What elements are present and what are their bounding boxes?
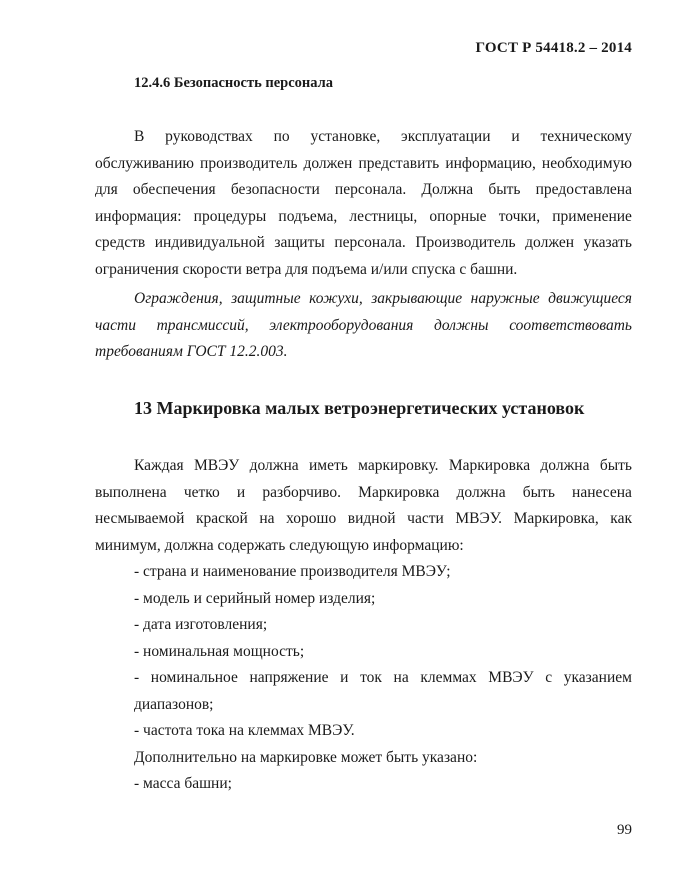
word: точки, bbox=[498, 207, 541, 225]
word: Производитель bbox=[415, 234, 516, 251]
word: персонала. bbox=[334, 181, 407, 198]
word: средств bbox=[95, 234, 146, 251]
word: как bbox=[610, 510, 632, 527]
word: должна bbox=[456, 483, 506, 501]
list-item: - дата изготовления; bbox=[134, 616, 268, 633]
word: персонала. bbox=[334, 234, 406, 251]
document-header: ГОСТ Р 54418.2 – 2014 bbox=[475, 40, 632, 56]
text-line bbox=[95, 204, 632, 231]
word: электрооборудования bbox=[269, 316, 414, 334]
text-line: требованиям ГОСТ 12.2.003. bbox=[95, 343, 288, 360]
word: необходимую bbox=[541, 154, 632, 172]
word: представить bbox=[358, 154, 440, 172]
word: и bbox=[340, 669, 349, 686]
word: несмываемой bbox=[95, 510, 185, 527]
word: быть bbox=[599, 457, 632, 474]
word: для bbox=[95, 181, 118, 198]
word: процедуры bbox=[193, 207, 267, 225]
word: Каждая bbox=[134, 457, 184, 474]
word: и bbox=[511, 128, 520, 145]
word: Должна bbox=[421, 181, 474, 198]
word: хорошо bbox=[286, 510, 337, 527]
word: МВЭУ bbox=[193, 457, 240, 474]
word: обеспечения bbox=[132, 181, 216, 198]
word: обслуживанию bbox=[95, 154, 194, 172]
word: защиты bbox=[274, 234, 325, 251]
word: установке, bbox=[310, 128, 381, 145]
text-line: ограничения скорости ветра для подъема и/или спуска с башни. bbox=[95, 260, 518, 278]
word: Маркировка bbox=[358, 483, 440, 501]
marking-info-list bbox=[134, 559, 632, 798]
word: кожухи, bbox=[309, 290, 363, 307]
word: техническому bbox=[540, 128, 632, 145]
text-line bbox=[95, 177, 632, 204]
text-line bbox=[95, 230, 632, 257]
list-item: - номинальная мощность; bbox=[134, 642, 305, 660]
word: МВЭУ. bbox=[455, 510, 503, 527]
word: части bbox=[95, 316, 136, 334]
word: Маркировка bbox=[448, 457, 531, 474]
text-line bbox=[95, 313, 632, 340]
text-line bbox=[95, 151, 632, 178]
text-line bbox=[95, 453, 632, 480]
text-line bbox=[95, 124, 632, 151]
word: подъема, bbox=[278, 207, 338, 225]
word: предоставлена bbox=[535, 181, 632, 198]
word: применение bbox=[552, 207, 632, 225]
word: нанесена bbox=[572, 483, 632, 501]
word: движущиеся bbox=[548, 290, 632, 307]
word: информацию, bbox=[445, 154, 536, 172]
word: на bbox=[259, 510, 275, 527]
word: и bbox=[236, 483, 246, 501]
word: соответствовать bbox=[509, 316, 632, 334]
word: напряжение bbox=[249, 669, 329, 686]
word: иметь bbox=[309, 457, 348, 474]
list-item bbox=[134, 665, 632, 692]
word: видной bbox=[347, 510, 396, 527]
word: маркировку. bbox=[358, 457, 439, 474]
word: Маркировка, bbox=[513, 510, 599, 527]
word: ток bbox=[360, 669, 382, 686]
word: закрывающие bbox=[371, 290, 463, 307]
word: В bbox=[134, 128, 145, 145]
section-paragraph-2 bbox=[95, 286, 632, 366]
chapter-heading: 13 Маркировка малых ветроэнергетических установок bbox=[134, 398, 585, 418]
word: четко bbox=[183, 483, 220, 501]
word: должна bbox=[540, 457, 590, 474]
list-item: - частота тока на клеммах МВЭУ. bbox=[134, 722, 355, 739]
word: должна bbox=[249, 457, 299, 474]
word: производитель bbox=[200, 154, 298, 172]
word: быть bbox=[522, 483, 555, 501]
word: указанием bbox=[563, 669, 632, 686]
word: эксплуатации bbox=[401, 128, 491, 145]
word: клеммах bbox=[420, 669, 477, 686]
text-line bbox=[95, 480, 632, 507]
word: МВЭУ bbox=[488, 669, 534, 686]
text-line: минимум, должна содержать следующую информацию: bbox=[95, 536, 464, 554]
word: выполнена bbox=[95, 483, 167, 501]
list-item: - масса башни; bbox=[134, 775, 232, 792]
word: с bbox=[545, 669, 553, 686]
word: Ограждения, bbox=[134, 290, 223, 307]
word: руководствах bbox=[165, 128, 253, 145]
word: на bbox=[393, 669, 409, 686]
word: быть bbox=[488, 181, 521, 198]
word: по bbox=[273, 128, 290, 145]
list-item: - страна и наименование производителя МВЭУ; bbox=[134, 563, 451, 580]
page-number: 99 bbox=[617, 822, 632, 838]
word: лестницы, bbox=[349, 207, 418, 225]
word: - bbox=[134, 669, 140, 686]
section-heading: 12.4.6 Безопасность персонала bbox=[134, 75, 334, 91]
list-item: - модель и серийный номер изделия; bbox=[134, 589, 376, 607]
chapter-paragraph bbox=[95, 453, 632, 559]
word: части bbox=[407, 510, 444, 527]
word: должен bbox=[303, 154, 353, 172]
section-paragraph-1 bbox=[95, 124, 632, 283]
word: разборчиво. bbox=[262, 483, 342, 501]
word: краской bbox=[195, 510, 248, 527]
word: наружные bbox=[470, 290, 540, 307]
text-line bbox=[95, 506, 632, 533]
word: номинальное bbox=[150, 669, 238, 686]
text-line bbox=[95, 286, 632, 313]
list-item-continuation: диапазонов; bbox=[134, 695, 214, 713]
additional-info-intro: Дополнительно на маркировке может быть указано: bbox=[134, 748, 478, 766]
word: указать bbox=[583, 234, 632, 251]
word: безопасности bbox=[230, 181, 320, 198]
word: информация: bbox=[95, 207, 182, 225]
word: индивидуальной bbox=[154, 234, 265, 251]
word: опорные bbox=[429, 207, 487, 225]
word: должен bbox=[525, 234, 575, 251]
word: защитные bbox=[231, 290, 301, 307]
word: должны bbox=[433, 316, 489, 334]
word: трансмиссий, bbox=[156, 316, 249, 334]
